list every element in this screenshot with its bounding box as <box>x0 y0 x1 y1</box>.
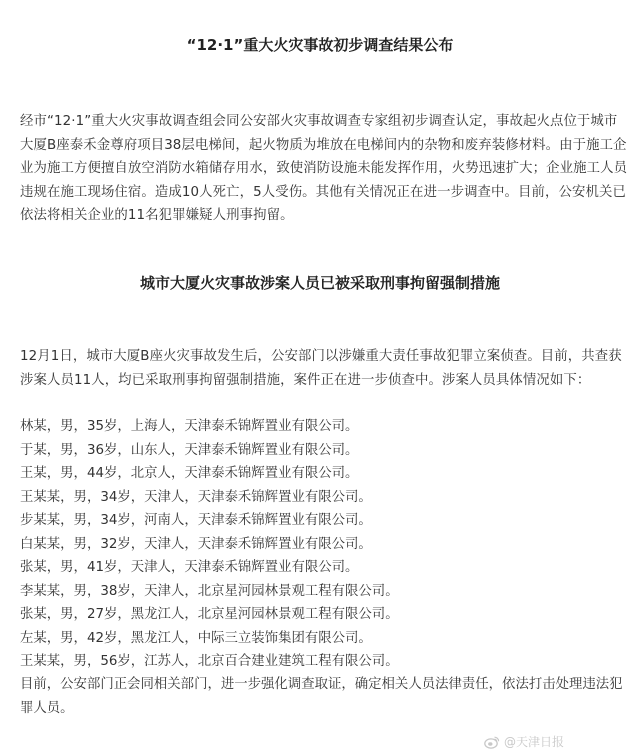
watermark <box>484 733 564 750</box>
weibo-icon <box>484 735 500 749</box>
list-item: 于某，男，36岁，山东人，天津泰禾锦辉置业有限公司。 <box>20 442 359 458</box>
list-item: 林某，男，35岁，上海人，天津泰禾锦辉置业有限公司。 <box>20 419 359 434</box>
list-item: 王某，男，44岁，北京人，天津泰禾锦辉置业有限公司。 <box>20 466 359 481</box>
article-paragraph-1: 经市“12·1”重大火灾事故调查组会同公安部火灾事故调查专家组初步调查认定，事故起火点位于城市大厦B座泰禾金尊府项目38层电梯间，起火物质为堆放在电梯间内的杂物和废弃装修材料。由于施工企业为施工方便擅自放空消防水箱储存用水，致使消防设施未能发挥作用，火势迅速扩大；企业施工人员违规在施工现场住宿。造成10人死亡，5人受伤。其他有关情况正在进一步调查中。目前，公安机关已依法将相关企业的11名犯罪嫌疑人刑事拘留。 <box>20 114 628 223</box>
list-item: 王某某，男，34岁，天津人，天津泰禾锦辉置业有限公司。 <box>20 489 372 505</box>
article-paragraph-2: 12月1日，城市大厦B座火灾事故发生后，公安部门以涉嫌重大责任事故犯罪立案侦查。目前，共查获涉案人员11人，均已采取刑事拘留强制措施，案件正在进一步侦查中。涉案人员具体情况如下： <box>20 349 622 388</box>
list-item: 白某某，男，32岁，天津人，天津泰禾锦辉置业有限公司。 <box>20 536 372 552</box>
list-item: 张某，男，27岁，黑龙江人，北京星河园林景观工程有限公司。 <box>20 607 399 622</box>
list-item: 步某某，男，34岁，河南人，天津泰禾锦辉置业有限公司。 <box>20 513 372 528</box>
article-closing: 目前，公安部门正会同相关部门，进一步强化调查取证，确定相关人员法律责任，依法打击处理违法犯罪人员。 <box>20 677 623 716</box>
article-title-2: 城市大厦火灾事故涉案人员已被采取刑事拘留强制措施 <box>139 274 500 292</box>
article-title-1: “12·1”重大火灾事故初步调查结果公布 <box>186 36 454 54</box>
suspect-list <box>20 415 630 674</box>
watermark-text: @天津日报 <box>504 735 565 749</box>
list-item: 左某，男，42岁，黑龙江人，中际三立装饰集团有限公司。 <box>20 630 372 646</box>
list-item: 张某，男，41岁，天津人，天津泰禾锦辉置业有限公司。 <box>20 560 359 575</box>
list-item: 李某某，男，38岁，天津人，北京星河园林景观工程有限公司。 <box>20 583 399 599</box>
list-item: 王某某，男，56岁，江苏人，北京百合建业建筑工程有限公司。 <box>20 654 399 669</box>
